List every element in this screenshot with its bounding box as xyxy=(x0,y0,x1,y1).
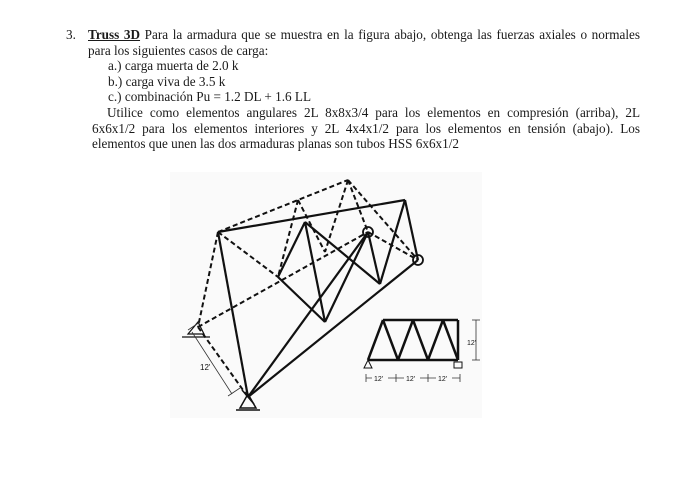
span-dimension-3: 12' xyxy=(438,376,448,383)
load-case-live: b.) carga viva de 3.5 k xyxy=(108,73,226,89)
inset-height-label: 12' xyxy=(467,340,477,347)
problem-title: Truss 3D xyxy=(88,27,141,42)
span-dimension-1: 12' xyxy=(374,376,384,383)
problem-intro: Para la armadura que se muestra en la figura abajo, obtenga las fuerzas axiales o normales para los siguientes casos de carga: xyxy=(88,27,641,58)
member-sections-paragraph: Utilice como elementos angulares 2L 8x8x3/4 para los elementos en compresión (arriba), 2L 6x6x1/2 para los elementos interiores y 2L 4x4x1/2 para los elementos en tensión (abajo). Los elementos que unen las dos armaduras planas son tubos HSS 6x6x1/2 xyxy=(92,104,640,152)
span-dimension-2: 12' xyxy=(406,376,416,383)
problem-intro-paragraph xyxy=(88,27,640,58)
problem-number: 3. xyxy=(66,27,76,42)
load-cases-list xyxy=(108,58,640,105)
problem-statement xyxy=(68,27,640,152)
truss-3d-figure xyxy=(170,172,482,418)
width-dimension-label: 12' xyxy=(200,363,211,372)
load-case-dead: a.) carga muerta de 2.0 k xyxy=(108,58,239,74)
load-case-combination: c.) combinación Pu = 1.2 DL + 1.6 LL xyxy=(108,89,312,105)
figure-background xyxy=(170,172,482,418)
